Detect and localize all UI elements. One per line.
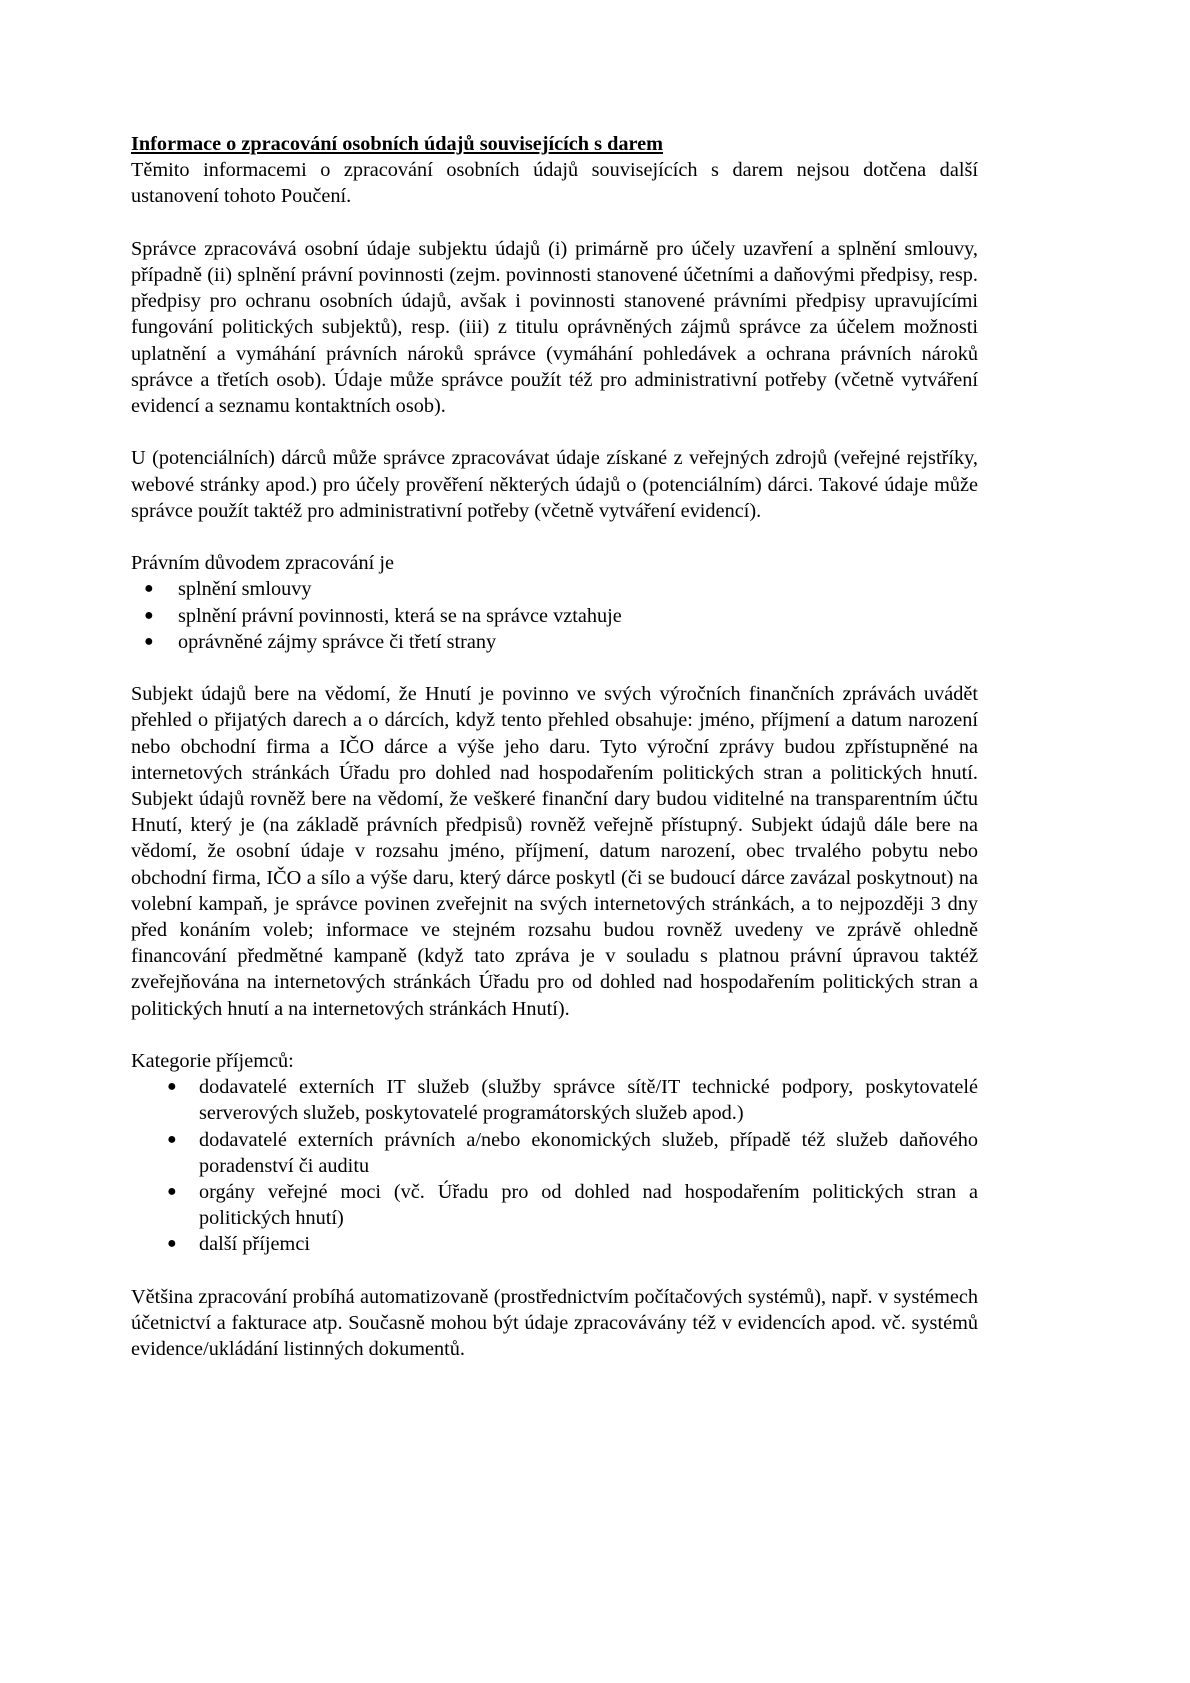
bullet-icon: ●: [167, 1078, 177, 1096]
list-item-text: dodavatelé externích IT služeb (služby správce sítě/IT technické podpory, poskytovatelé serverových služeb, poskytovatelé programátorských služeb apod.): [199, 1076, 978, 1125]
list-item: [131, 603, 978, 629]
spacer: [131, 210, 978, 236]
bullet-icon: ●: [144, 606, 154, 624]
spacer: [131, 1258, 978, 1284]
list-item-text: orgány veřejné moci (vč. Úřadu pro od dohled nad hospodařením politických stran a politických hnutí): [199, 1181, 978, 1230]
intro-paragraph: Těmito informacemi o zpracování osobních údajů souvisejících s darem nejsou dotčena další ustanovení tohoto Poučení.: [131, 159, 978, 208]
list-item: [131, 1127, 978, 1179]
list-item: [131, 576, 978, 602]
document-title: Informace o zpracování osobních údajů souvisejících s darem: [131, 133, 664, 155]
list-item: [131, 1231, 978, 1257]
bullet-icon: ●: [167, 1235, 177, 1253]
purpose-paragraph: Správce zpracovává osobní údaje subjektu údajů (i) primárně pro účely uzavření a splnění smlouvy, případně (ii) splnění právní povinnosti (zejm. povinnosti stanovené účetními a daňovými předpisy, resp. předpisy pro ochranu osobních údajů, avšak i povinnosti stanovené právními předpisy upravujícími fungování politických subjektů), resp. (iii) z titulu oprávněných zájmů správce za účelem možnosti uplatnění a vymáhání právních nároků správce (vymáhání pohledávek a ochrana právních nároků správce a třetích osob). Údaje může správce použít též pro administrativní potřeby (včetně vytváření evidencí a seznamu kontaktních osob).: [131, 237, 978, 418]
processing-paragraph: Většina zpracování probíhá automatizovaně (prostřednictvím počítačových systémů), např. v systémech účetnictví a fakturace atp. Současně mohou být údaje zpracovávány též v evidencích apod. vč. systémů evidence/ukládání listinných dokumentů.: [131, 1285, 978, 1361]
bullet-icon: ●: [144, 580, 154, 598]
list-item-text: oprávněné zájmy správce či třetí strany: [178, 630, 497, 653]
spacer: [131, 419, 978, 445]
spacer: [131, 655, 978, 681]
bullet-icon: ●: [167, 1183, 177, 1201]
list-item-text: další příjemci: [199, 1233, 310, 1256]
list-item-text: dodavatelé externích právních a/nebo ekonomických služeb, případě též služeb daňového poradenství či auditu: [199, 1128, 978, 1177]
list-item: [131, 629, 978, 655]
legal-basis-list: [131, 576, 978, 655]
list-item-text: splnění právní povinnosti, která se na správce vztahuje: [178, 604, 622, 627]
spacer: [131, 1022, 978, 1048]
donors-paragraph: U (potenciálních) dárců může správce zpracovávat údaje získané z veřejných zdrojů (veřejné rejstříky, webové stránky apod.) pro účely prověření některých údajů o (potenciálním) dárci. Takové údaje může správce použít taktéž pro administrativní potřeby (včetně vytváření evidencí).: [131, 447, 978, 522]
recipients-heading: Kategorie příjemců:: [131, 1050, 294, 1073]
bullet-icon: ●: [144, 632, 154, 650]
list-item-text: splnění smlouvy: [178, 578, 312, 601]
legal-basis-heading: Právním důvodem zpracování je: [131, 552, 395, 575]
list-item: [131, 1179, 978, 1231]
bullet-icon: ●: [167, 1130, 177, 1148]
disclosure-paragraph: Subjekt údajů bere na vědomí, že Hnutí je povinno ve svých výročních finančních zprávách uvádět přehled o přijatých darech a o dárcích, když tento přehled obsahuje: jméno, příjmení a datum narození nebo obchodní firma a IČO dárce a výše jeho daru. Tyto výroční zprávy budou zpřístupněné na internetových stránkách Úřadu pro dohled nad hospodařením politických stran a politických hnutí. Subjekt údajů rovněž bere na vědomí, že veškeré finanční dary budou viditelné na transparentním účtu Hnutí, který je (na základě právních předpisů) rovněž veřejně přístupný. Subjekt údajů dále bere na vědomí, že osobní údaje v rozsahu jméno, příjmení, datum narození, obec trvalého pobytu nebo obchodní firma, IČO a sílo a výše daru, který dárce poskytl (či se budoucí dárce zavázal poskytnout) na volební kampaň, je správce povinen zveřejnit na svých internetových stránkách, a to nejpozději 3 dny před konáním voleb; informace ve stejném rozsahu budou rovněž uvedeny ve zprávě ohledně financování předmětné kampaně (když tato zpráva je v souladu s platnou právní úpravou taktéž zveřejňována na internetových stránkách Úřadu pro od dohled nad hospodařením politických stran a politických hnutí a na internetových stránkách Hnutí).: [131, 683, 978, 1020]
spacer: [131, 524, 978, 550]
recipients-list: [131, 1074, 978, 1257]
document-page: [131, 131, 978, 1362]
list-item: [131, 1074, 978, 1126]
